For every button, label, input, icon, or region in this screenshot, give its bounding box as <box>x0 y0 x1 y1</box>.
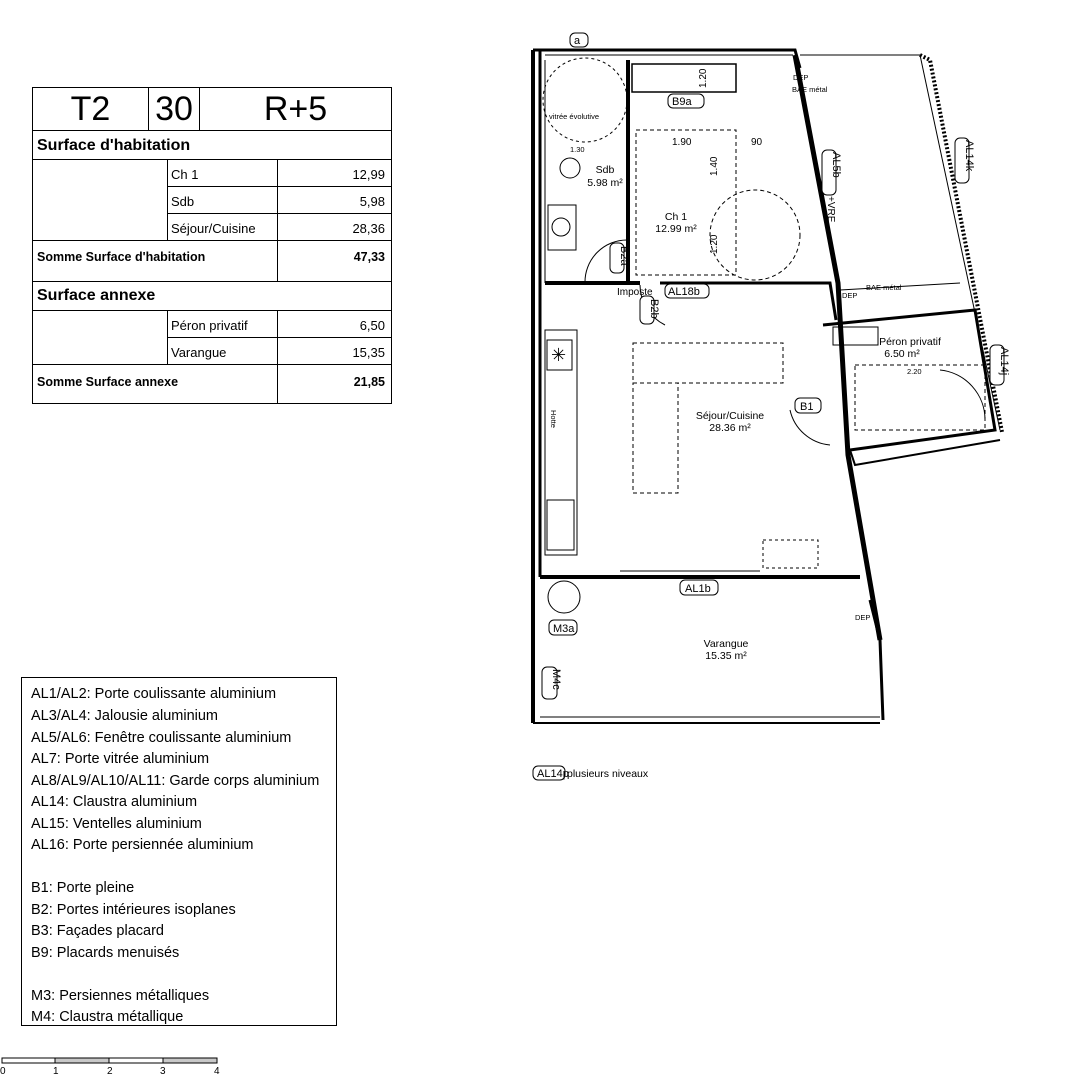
room-sdb-name: Sdb <box>595 164 615 176</box>
annexe-row-value: 6,50 <box>359 318 385 333</box>
room-peron-area: 6.50 m² <box>884 348 920 360</box>
room-sejour-name: Séjour/Cuisine <box>695 410 765 422</box>
plan-tag-b9a: B9a <box>672 96 692 108</box>
legend-item: AL3/AL4: Jalousie aluminium <box>31 708 218 724</box>
legend-item: AL5/AL6: Fenêtre coulissante aluminium <box>31 730 292 746</box>
dim-130: 1.30 <box>570 145 585 154</box>
plan-tag-al14j: AL14j <box>998 347 1010 376</box>
plan-tag-al1b: AL1b <box>685 583 711 595</box>
apartment-level: R+5 <box>263 89 328 128</box>
habitation-row-label: Sdb <box>171 194 195 209</box>
dim-140: 1.40 <box>709 156 720 176</box>
legend-item: AL16: Porte persiennée aluminium <box>31 837 254 853</box>
apartment-type: T2 <box>33 88 149 130</box>
dim-190: 1.90 <box>672 137 692 148</box>
room-ch1-name: Ch 1 <box>664 211 688 223</box>
legend-item: B3: Façades placard <box>31 923 164 939</box>
apartment-number: 30 <box>149 88 200 130</box>
habitation-sum-label: Somme Surface d'habitation <box>37 250 206 264</box>
legend-item: AL14: Claustra aluminium <box>31 794 198 810</box>
annexe-sum-value: 21,85 <box>353 375 385 389</box>
note-bae: BAE métal <box>866 283 902 292</box>
cooktop-icon: ✳ <box>551 345 567 365</box>
legend-item: AL7: Porte vitrée aluminium <box>31 751 210 767</box>
plan-tag-m4c: M4c <box>550 669 562 690</box>
habitation-row-value: 28,36 <box>352 221 385 236</box>
legend-item: B2: Portes intérieures isoplanes <box>31 902 236 918</box>
note-vitree: vitrée évolutive <box>549 112 600 121</box>
note-dep: DEP <box>855 613 871 622</box>
dim-120b: 1.20 <box>709 234 720 254</box>
legend-item: B9: Placards menuisés <box>31 945 180 961</box>
plan-tag-al14k: AL14k <box>963 140 975 172</box>
plan-tag-al5b: AL5b <box>830 152 842 178</box>
scale-label: 4 <box>214 1066 220 1077</box>
legend-item: AL15: Ventelles aluminium <box>31 816 202 832</box>
room-sdb-area: 5.98 m² <box>587 177 623 189</box>
dim-120a: 1.20 <box>698 68 709 88</box>
plan-tag-m3a: M3a <box>553 623 575 635</box>
plan-tag-a: a <box>574 35 581 47</box>
habitation-row-value: 5,98 <box>359 194 385 209</box>
plan-tag-b2a: B2a <box>618 246 630 266</box>
annexe-row-label: Péron privatif <box>171 318 248 333</box>
note-vre: +VRE <box>825 196 836 223</box>
legend-item: B1: Porte pleine <box>31 880 135 896</box>
scale-label: 3 <box>160 1066 166 1077</box>
scale-label: 1 <box>53 1066 59 1077</box>
room-peron-name: Péron privatif <box>879 336 941 348</box>
legend-item: AL8/AL9/AL10/AL11: Garde corps aluminium <box>31 773 320 789</box>
habitation-row-value: 12,99 <box>352 167 385 182</box>
scale-label: 0 <box>0 1066 6 1077</box>
room-sejour-area: 28.36 m² <box>709 422 751 434</box>
plan-tag-b1: B1 <box>800 401 814 413</box>
habitation-title: Surface d'habitation <box>37 137 191 154</box>
habitation-sum-value: 47,33 <box>353 250 385 264</box>
annexe-title: Surface annexe <box>37 287 156 304</box>
note-bae: BAE métal <box>792 85 828 94</box>
habitation-row-label: Séjour/Cuisine <box>171 221 256 236</box>
habitation-row-label: Ch 1 <box>171 167 199 182</box>
note-dep: DEP <box>842 291 858 300</box>
annexe-row-value: 15,35 <box>352 345 385 360</box>
room-varangue-name: Varangue <box>703 638 749 650</box>
scale-bar <box>0 1055 230 1067</box>
plan-tag-b2b: B2b <box>648 299 660 319</box>
room-ch1-area: 12.99 m² <box>655 223 697 235</box>
plan-tag-al18b: AL18b <box>668 286 700 298</box>
legend-item: AL1/AL2: Porte coulissante aluminium <box>31 686 277 702</box>
plan-tag-al14p: AL14p <box>537 768 569 780</box>
note-plusieurs-niveaux: plusieurs niveaux <box>567 768 649 780</box>
dim-90: 90 <box>751 137 763 148</box>
annexe-row-label: Varangue <box>171 345 227 360</box>
note-hotte: Hotte <box>549 410 558 428</box>
legend-item: M3: Persiennes métalliques <box>31 988 210 1004</box>
legend-item: M4: Claustra métallique <box>31 1009 184 1025</box>
dim-220: 2.20 <box>907 367 922 376</box>
annexe-sum-label: Somme Surface annexe <box>37 375 179 389</box>
note-imposte: Imposte <box>617 287 653 298</box>
scale-label: 2 <box>107 1066 113 1077</box>
room-varangue-area: 15.35 m² <box>705 650 747 662</box>
note-dep: DEP <box>793 73 809 82</box>
